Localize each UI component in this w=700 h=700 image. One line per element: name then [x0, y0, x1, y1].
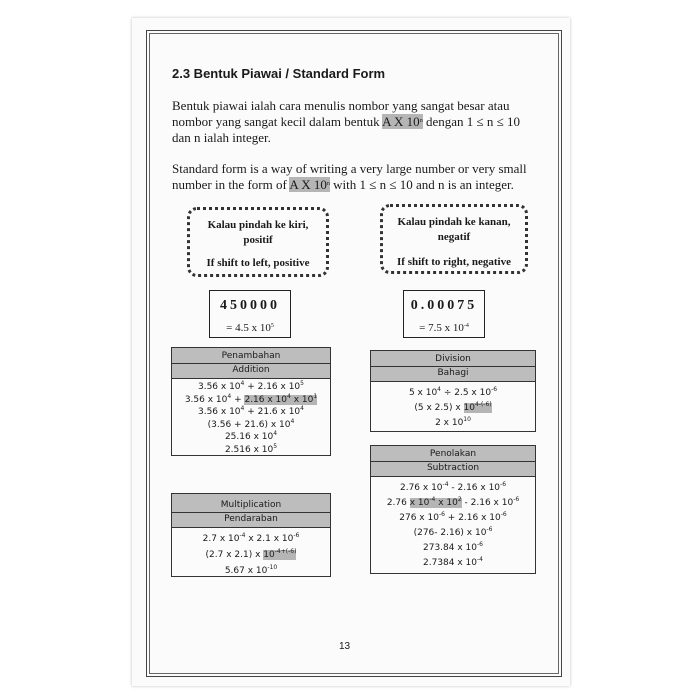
table-row: 2.76 x $10^{-4}$ x $10^2 - 2.16$ x $10^{-6}$	[386, 496, 520, 508]
table-row: 25.16 x $10^4$	[224, 430, 278, 442]
table-row: 2.7384 x $10^{-4}$	[423, 556, 483, 568]
table-row: 276 x $10^{-6} + 2.16$ x $10^{-6}$	[399, 511, 507, 523]
table-row: 273.84 x $10^{-6}$	[423, 541, 483, 553]
division-table	[370, 350, 536, 432]
right-example-box: 0.00075 = 7.5 x $10^{-4}$	[403, 290, 485, 338]
table-row: (276- 2.16) x $10^{-6}$	[413, 526, 493, 538]
multiplication-table	[171, 493, 331, 577]
table-row: 3.56 x $10^4 + 21.6$ x $10^4$	[197, 405, 304, 417]
addition-table	[171, 347, 331, 456]
section-heading: 2.3 Bentuk Piawai / Standard Form	[172, 66, 386, 81]
paragraph-malay: Bentuk piawai ialah cara menulis nombor yang sangat besar atau nombor yang sangat kecil dalam bentuk A X 10$^n$ dengan 1 ≤ n ≤ 10 dan n ialah integer.	[172, 98, 520, 145]
table-row: 2.516 x $10^5$	[224, 442, 278, 455]
table-row: 5.67 x $10^{-10}$	[224, 564, 278, 576]
addition-header: Penambahan Addition	[172, 348, 330, 379]
table-row: 2.7 x $10^{-4}$ x 2.1 x $10^{-6}$	[202, 532, 300, 544]
subtraction-table	[370, 445, 536, 574]
table-row: 3.56 x $10^4 + 2.16$ x $10^4$ x $10^1$	[184, 392, 318, 405]
table-row: 2 x $10^{10}$	[435, 416, 471, 428]
subtraction-header: Penolakan Subtraction	[371, 446, 535, 477]
table-row: (3.56 + 21.6) x $10^4$	[207, 417, 295, 430]
table-row: 2.76 x $10^{-4} - 2.16$ x $10^{-6}$	[399, 481, 507, 493]
paragraph-english: Standard form is a way of writing a very large number or very small number in the form of A X 10$^n$ with 1 ≤ n ≤ 10 and n is an integer.	[172, 161, 527, 192]
division-header: Division Bahagi	[371, 351, 535, 382]
table-row: 5 x $10^4 \div 2.5$ x $10^{-6}$	[408, 386, 498, 398]
table-row: 3.56 x $10^4 + 2.16$ x $10^5$	[197, 380, 304, 392]
page-number: 13	[339, 641, 351, 652]
table-row: (2.7 x 2.1) x $10^{-4+(-6)}$	[205, 548, 297, 560]
multiplication-header: Multiplication Pendaraban	[172, 494, 330, 528]
formula-highlight: A X 10$^n$	[289, 177, 330, 192]
left-example-box: 450000 = 4.5 x $10^5$	[209, 290, 291, 338]
right-shift-note: Kalau pindah ke kanan, negatif If shift to right, negative	[380, 204, 528, 274]
formula-highlight: A X 10$^n$	[382, 114, 423, 129]
table-row: (5 x 2.5) x $10^{4-(-6)}$	[414, 401, 492, 413]
left-shift-note: Kalau pindah ke kiri, positif If shift to left, positive	[187, 207, 329, 277]
